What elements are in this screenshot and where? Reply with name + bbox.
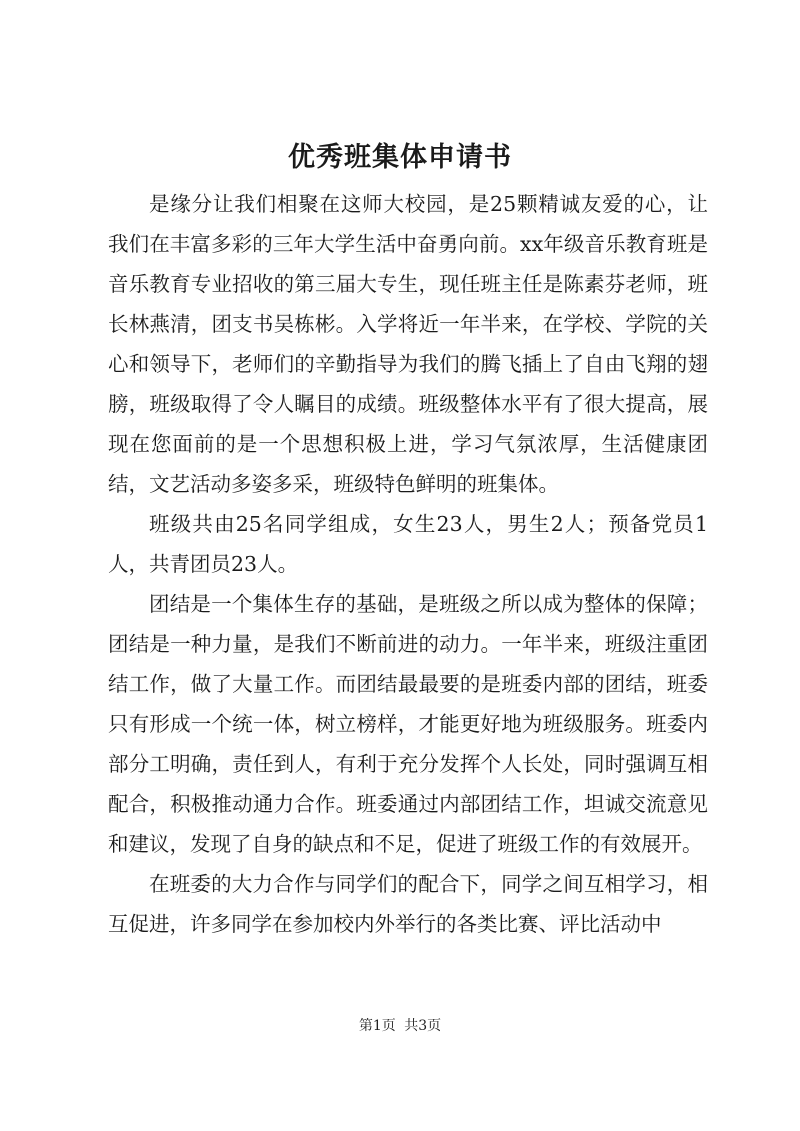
document-title: 优秀班集体申请书 <box>288 142 512 173</box>
page-total: 共3页 <box>404 1018 442 1034</box>
document-body <box>108 184 708 944</box>
paragraph-cooperation: 在班委的大力合作与同学们的配合下，同学之间互相学习，相互促进，许多同学在参加校内外举行的各类比赛、评比活动中 <box>108 872 708 936</box>
paragraph-intro: 是缘分让我们相聚在这师大校园，是25颗精诚友爱的心，让我们在丰富多彩的三年大学生活中奋勇向前。xx年级音乐教育班是音乐教育专业招收的第三届大专生，现任班主任是陈素芬老师，班长林燕清，团支书吴栋彬。入学将近一年半来，在学校、学院的关心和领导下，老师们的辛勤指导为我们的腾飞插上了自由飞翔的翅膀，班级取得了令人瞩目的成绩。班级整体水平有了很大提高，展现在您面前的是一个思想积极上进，学习气氛浓厚，生活健康团结，文艺活动多姿多采，班级特色鲜明的班集体。 <box>108 192 708 496</box>
paragraph-members: 班级共由25名同学组成，女生23人，男生2人；预备党员1人，共青团员23人。 <box>108 512 708 576</box>
page-footer <box>0 1016 800 1036</box>
page-number: 第1页 <box>358 1018 396 1034</box>
paragraph-unity: 团结是一个集体生存的基础，是班级之所以成为整体的保障；团结是一种力量，是我们不断前进的动力。一年半来，班级注重团结工作，做了大量工作。而团结最最要的是班委内部的团结，班委只有形成一个统一体，树立榜样，才能更好地为班级服务。班委内部分工明确，责任到人，有利于充分发挥个人长处，同时强调互相配合，积极推动通力合作。班委通过内部团结工作，坦诚交流意见和建议，发现了自身的缺点和不足，促进了班级工作的有效展开。 <box>108 592 708 856</box>
